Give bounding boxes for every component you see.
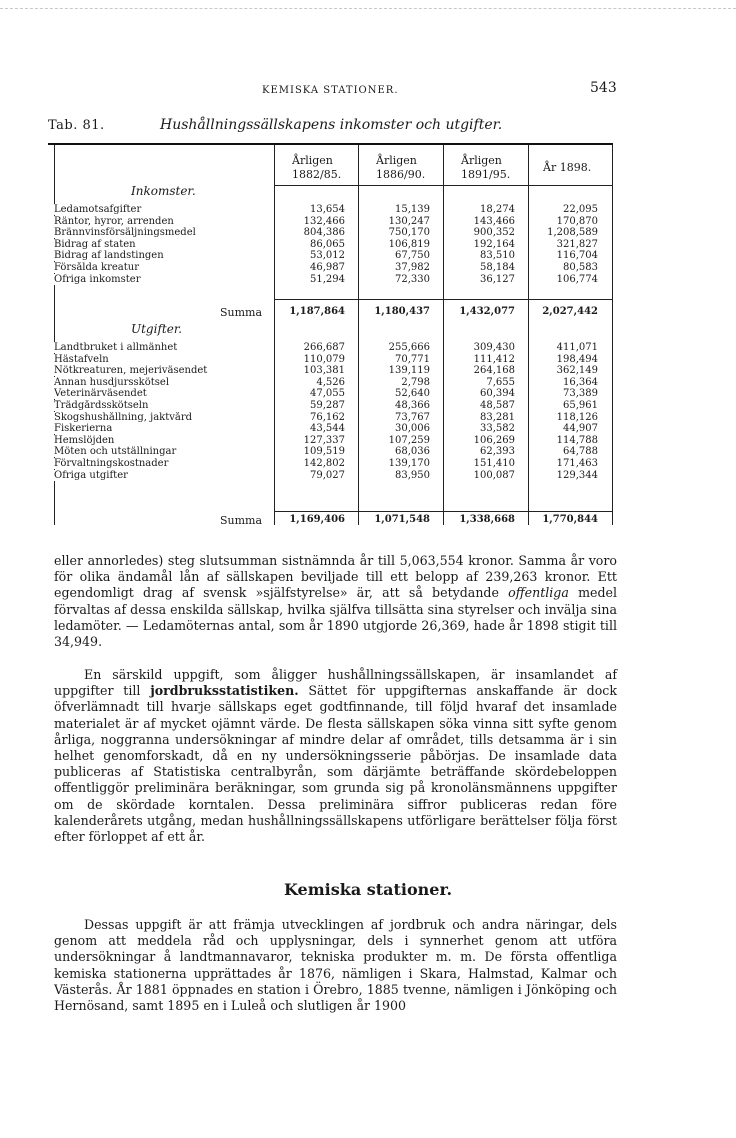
expense-summa-value: 1,071,548 [374, 514, 430, 525]
income-value: 750,170 [388, 227, 430, 239]
income-value: 900,352 [473, 227, 515, 239]
expense-value: 198,494 [556, 353, 598, 365]
expense-value: 139,170 [388, 458, 430, 469]
income-value: 86,065 [310, 238, 345, 250]
income-value: 106,819 [388, 238, 430, 250]
expense-row-label: Förvaltningskostnader [54, 458, 273, 470]
expense-value: 47,055 [310, 388, 345, 400]
expense-value: 83,281 [480, 411, 515, 423]
expense-summa-value: 1,169,406 [289, 514, 345, 525]
paragraph-2: En särskild uppgift, som åligger hushållningssällskapen, är insamlandet af uppgifter till jordbruksstatistiken. Sättet för uppgifternas anskaffande är dock öfverlämnadt till hvarje sällskaps eget godtfinnande, till följd hvaraf det insamlade materialet är af mycket ojämnt värde. De flesta sällskapen söka vinna sitt syfte genom årliga, noggranna undersökningar af mindre delar af området, tills detsamma är i sin helhet genomforskadt, då en ny undersökningsserie påbörjas. De insamlade data publiceras af Statistiska centralbyrån, som därjämte beträffande skördebeloppen offentliggör preliminära beräkningar, som grunda sig på kronolänsmännens uppgifter om de skördade korntalen. Dessa preliminära siffror publiceras redan före kalenderårets utgång, medan hushållningssällskapens utförligare berättelser följa först efter förloppet af ett år. [54, 667, 617, 845]
expense-value: 60,394 [480, 388, 515, 400]
expense-value: 111,412 [473, 353, 515, 365]
income-value: 22,095 [563, 204, 598, 215]
income-value: 130,247 [388, 215, 430, 227]
expense-value: 118,126 [556, 411, 598, 423]
expense-row-label: Skogshushållning, jaktvård [54, 412, 273, 424]
expense-value: 362,149 [556, 365, 598, 377]
expense-value: 70,771 [395, 353, 430, 365]
expense-value: 129,344 [556, 469, 598, 481]
income-value: 106,774 [556, 273, 598, 285]
expense-value: 44,907 [563, 423, 598, 435]
income-summa-label: Summa [220, 306, 263, 319]
income-value: 67,750 [395, 250, 430, 262]
income-value: 321,827 [556, 238, 598, 250]
income-value: 192,164 [473, 238, 515, 250]
income-row-label: Räntor, hyror, arrenden [54, 216, 273, 228]
expense-value: 79,027 [310, 469, 345, 481]
income-value: 80,583 [563, 262, 598, 273]
table-label: Tab. 81. [48, 118, 105, 133]
income-value: 132,466 [303, 215, 345, 227]
expense-value: 309,430 [473, 342, 515, 353]
expense-value: 59,287 [310, 400, 345, 411]
expense-value: 100,087 [473, 469, 515, 481]
expense-value: 2,798 [401, 376, 430, 388]
paragraph-3: Dessas uppgift är att främja utvecklingen af jordbruk och andra näringar, dels genom att meddela råd och upplysningar, dels i synnerhet genom att utföra undersökningar å landtmannavaror, tekniska produkter m. m. De första offentliga kemiska stationerna upprättades år 1876, nämligen i Skara, Halmstad, Kalmar och Västerås. År 1881 öppnades en station i Örebro, 1885 tvenne, nämligen i Jönköping och Hernösand, samt 1895 en i Luleå och slutligen år 1900 [54, 917, 617, 1014]
income-row-label: Brännvinsförsäljningsmedel [54, 227, 273, 239]
income-summa-value: 1,187,864 [289, 306, 345, 317]
expense-value: 64,788 [563, 446, 598, 458]
col-head-1898: År 1898. [543, 161, 592, 174]
expense-value: 73,767 [395, 411, 430, 423]
expense-value: 264,168 [473, 365, 515, 377]
expense-summa-rule [274, 511, 613, 512]
expense-row-label: Nötkreaturen, mejeriväsendet [54, 365, 273, 377]
expense-summa-value: 1,338,668 [459, 514, 515, 525]
income-row-label: Ledamotsafgifter [54, 204, 273, 216]
income-value: 36,127 [480, 273, 515, 285]
expense-value: 43,544 [310, 423, 345, 435]
expense-value: 52,640 [395, 388, 430, 400]
expense-value: 266,687 [303, 342, 345, 353]
table-right-border [612, 145, 613, 525]
expense-row-label: Landtbruket i allmänhet [54, 342, 273, 354]
income-value: 13,654 [310, 204, 345, 215]
expense-value: 7,655 [486, 376, 515, 388]
income-value: 83,510 [480, 250, 515, 262]
col-divider-2 [358, 145, 359, 525]
expense-value: 30,006 [395, 423, 430, 435]
income-row-label: Försålda kreatur [54, 262, 273, 274]
income-value: 37,982 [395, 262, 430, 273]
expense-value: 103,381 [303, 365, 345, 377]
expense-value: 109,519 [303, 446, 345, 458]
income-value: 18,274 [480, 204, 515, 215]
expense-value: 142,802 [303, 458, 345, 469]
income-value: 53,012 [310, 250, 345, 262]
expense-value: 255,666 [388, 342, 430, 353]
income-summa-value: 1,432,077 [459, 306, 515, 317]
expense-row-label: Trädgårdsskötseln [54, 400, 273, 412]
expense-summa-value: 1,770,844 [542, 514, 598, 525]
expense-value: 76,162 [310, 411, 345, 423]
expense-value: 110,079 [303, 353, 345, 365]
page-top-edge [0, 8, 736, 9]
income-row-label: Öfriga inkomster [54, 274, 273, 286]
expense-value: 48,366 [395, 400, 430, 411]
table-title: Hushållningssällskapens inkomster och utgifter. [160, 117, 503, 133]
expense-row-label: Annan husdjursskötsel [54, 377, 273, 389]
income-value: 1,208,589 [547, 227, 598, 239]
expense-section-title: Utgifter. [131, 322, 183, 336]
page-number: 543 [590, 80, 617, 96]
income-value: 170,870 [556, 215, 598, 227]
expense-value: 106,269 [473, 434, 515, 446]
income-value: 116,704 [556, 250, 598, 262]
running-head: KEMISKA STATIONER. [262, 85, 399, 96]
income-summa-value: 1,180,437 [374, 306, 430, 317]
header-rule [274, 185, 613, 186]
expense-row-label: Öfriga utgifter [54, 470, 273, 482]
income-value: 804,386 [303, 227, 345, 239]
expense-value: 114,788 [556, 434, 598, 446]
income-summa-value: 2,027,442 [542, 306, 598, 317]
expense-value: 33,582 [480, 423, 515, 435]
col-head-1891: Årligen 1891/95. [461, 154, 511, 181]
income-value: 58,184 [480, 262, 515, 273]
expense-value: 107,259 [388, 434, 430, 446]
expense-value: 4,526 [316, 376, 345, 388]
expense-value: 411,071 [556, 342, 598, 353]
col-head-1882: Årligen 1882/85. [292, 154, 342, 181]
expense-summa-label: Summa [220, 514, 263, 527]
expense-value: 127,337 [303, 434, 345, 446]
section-heading: Kemiska stationer. [283, 880, 453, 899]
income-row-label: Bidrag af landstingen [54, 250, 273, 262]
expense-row-label: Hästafveln [54, 354, 273, 366]
expense-value: 68,036 [395, 446, 430, 458]
expense-value: 83,950 [395, 469, 430, 481]
income-value: 46,987 [310, 262, 345, 273]
col-head-1886: Årligen 1886/90. [376, 154, 426, 181]
expense-value: 65,961 [563, 400, 598, 411]
expense-row-label: Veterinärväsendet [54, 388, 273, 400]
expense-value: 73,389 [563, 388, 598, 400]
income-value: 72,330 [395, 273, 430, 285]
income-row-label: Bidrag af staten [54, 239, 273, 251]
expense-value: 62,393 [480, 446, 515, 458]
expense-value: 48,587 [480, 400, 515, 411]
income-value: 143,466 [473, 215, 515, 227]
income-value: 51,294 [310, 273, 345, 285]
expense-row-label: Möten och utställningar [54, 446, 273, 458]
paragraph-1: eller annorledes) steg slutsumman sistnämnda år till 5,063,554 kronor. Samma år voro för olika ändamål lån af sällskapen beviljade till ett belopp af 239,263 kronor. Ett egendomligt drag af svensk »själfstyrelse» är, att så betydande offentliga medel förvaltas af dessa enskilda sällskap, hvilka själfva tillsätta sina styrelser och invälja sina ledamöter. — Ledamöternas antal, som år 1890 utgjorde 26,369, hade år 1898 stigit till 34,949. [54, 553, 617, 650]
col-divider-3 [443, 145, 444, 525]
expense-row-label: Hemslöjden [54, 435, 273, 447]
expense-value: 151,410 [473, 458, 515, 469]
income-section-title: Inkomster. [131, 184, 196, 198]
expense-row-label: Fiskerierna [54, 423, 273, 435]
income-value: 15,139 [395, 204, 430, 215]
expense-value: 16,364 [563, 376, 598, 388]
expense-value: 171,463 [556, 458, 598, 469]
income-summa-rule [274, 299, 613, 300]
expense-value: 139,119 [388, 365, 430, 377]
